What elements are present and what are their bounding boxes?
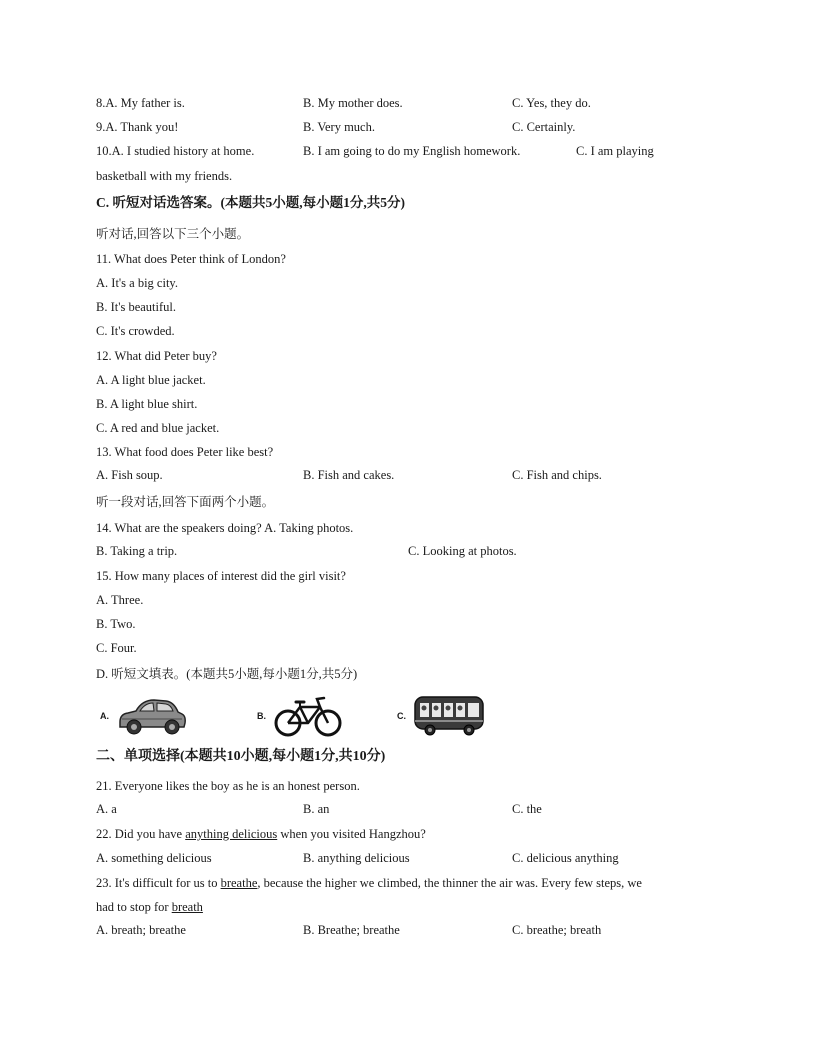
q21-stem: 21. Everyone likes the boy as he is an honest person. [96,779,360,793]
part-2-title: 二、单项选择(本题共10小题,每小题1分,共10分) [96,749,386,764]
q11-option-b: B. It's beautiful. [96,300,177,314]
q9-option-c: C. Certainly. [512,120,576,134]
q9-option-a: 9.A. Thank you! [96,120,179,134]
q14-option-b: B. Taking a trip. [96,544,178,558]
q23-stem-line-2 [96,899,203,915]
q9-option-b: B. Very much. [303,120,375,134]
q12-stem: 12. What did Peter buy? [96,349,217,363]
car-icon [116,694,188,738]
q10-option-c: C. I am playing [576,144,654,158]
q15-stem: 15. How many places of interest did the girl visit? [96,569,346,583]
q13-stem: 13. What food does Peter like best? [96,445,274,459]
q23-underlined-1: breathe [220,876,258,890]
q23-stem-mid: , because the higher we climbed, the thinner the air was. Every few steps, we [257,876,642,890]
q23-underlined-2: breath [171,900,203,914]
q22-underlined-phrase: anything delicious [185,827,278,841]
q8-option-c: C. Yes, they do. [512,96,591,110]
q10-option-c-continued: basketball with my friends. [96,169,233,183]
q11-option-a: A. It's a big city. [96,276,178,290]
q21-option-c: C. the [512,802,542,816]
q21-option-a: A. a [96,802,117,816]
picture-b-label: B. [257,711,266,721]
q21-option-b: B. an [303,802,330,816]
q22-option-c: C. delicious anything [512,851,619,865]
q8-option-a: 8.A. My father is. [96,96,185,110]
section-d-title: D. 听短文填表。(本题共5小题,每小题1分,共5分) [96,667,358,681]
q22-stem-post: when you visited Hangzhou? [277,827,426,841]
q12-option-c: C. A red and blue jacket. [96,421,220,435]
q23-option-c: C. breathe; breath [512,923,602,937]
picture-c-label: C. [397,711,406,721]
q8-option-b: B. My mother does. [303,96,403,110]
q12-option-a: A. A light blue jacket. [96,373,206,387]
q15-option-a: A. Three. [96,593,144,607]
q11-stem: 11. What does Peter think of London? [96,252,286,266]
q12-option-b: B. A light blue shirt. [96,397,198,411]
section-c-intro: 听对话,回答以下三个小题。 [96,227,250,241]
q22-option-b: B. anything delicious [303,851,410,865]
q11-option-c: C. It's crowded. [96,324,175,338]
q14-option-c: C. Looking at photos. [408,544,517,558]
picture-a-label: A. [100,711,109,721]
q13-option-c: C. Fish and chips. [512,468,602,482]
section-c-title: C. 听短对话选答案。(本题共5小题,每小题1分,共5分) [96,195,405,210]
q10-option-b: B. I am going to do my English homework. [303,144,521,158]
q13-option-b: B. Fish and cakes. [303,468,395,482]
q22-stem-pre: 22. Did you have [96,827,186,841]
q15-option-b: B. Two. [96,617,136,631]
q15-option-c: C. Four. [96,641,137,655]
q22-option-a: A. something delicious [96,851,212,865]
q23-option-a: A. breath; breathe [96,923,186,937]
q23-option-b: B. Breathe; breathe [303,923,400,937]
bus-icon [413,694,487,738]
section-c-intro-2: 听一段对话,回答下面两个小题。 [96,495,275,509]
q22-stem [96,826,426,842]
q14-stem: 14. What are the speakers doing? A. Taking photos. [96,521,354,535]
q10-option-a: 10.A. I studied history at home. [96,144,255,158]
q23-stem [96,875,642,891]
q13-option-a: A. Fish soup. [96,468,163,482]
q23-stem-pre: 23. It's difficult for us to [96,876,221,890]
q23-line2-pre: had to stop for [96,900,172,914]
bicycle-icon [274,694,342,738]
